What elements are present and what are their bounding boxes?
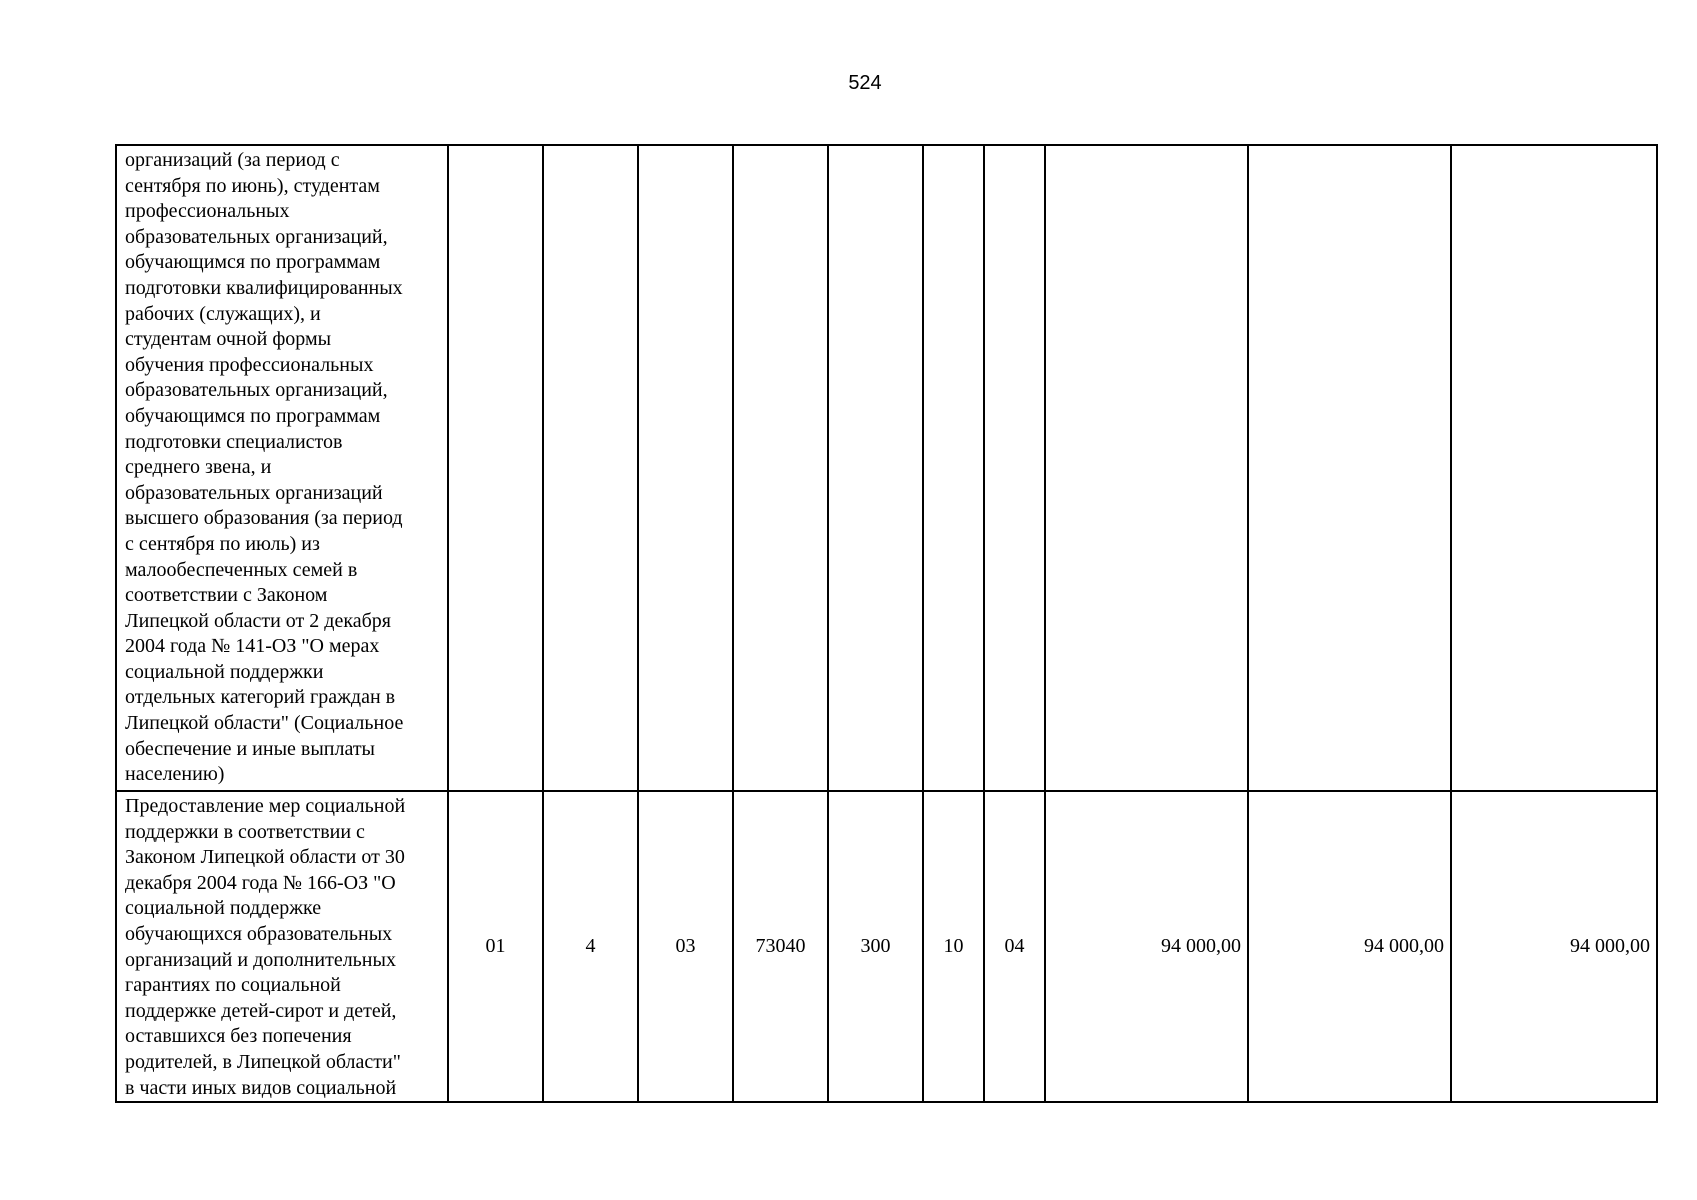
direction-code: 73040 [733, 791, 828, 1102]
table-row [116, 791, 1657, 1102]
amount-year-1 [1045, 145, 1248, 791]
direction-code [733, 145, 828, 791]
expense-type-code [828, 145, 923, 791]
page-number: 524 [848, 72, 882, 94]
amount-year-1: 94 000,00 [1045, 791, 1248, 1102]
amount-year-2: 94 000,00 [1248, 791, 1451, 1102]
amount-year-3: 94 000,00 [1451, 791, 1657, 1102]
amount-year-2 [1248, 145, 1451, 791]
main-activity-code: 03 [638, 791, 733, 1102]
row-description: Предоставление мер социальной поддержки в соответствии с Законом Липецкой области от 30 декабря 2004 года № 166-ОЗ "О социальной поддержке обучающихся образовательных организаций и дополнительных гарантиях по социальной поддержке детей-сирот и детей, оставшихся без попечения родителей, в Липецкой области" в части иных видов социальной [116, 791, 448, 1102]
program-code: 01 [448, 791, 543, 1102]
subprogram-code: 4 [543, 791, 638, 1102]
section-code [923, 145, 984, 791]
program-code [448, 145, 543, 791]
subsection-code [984, 145, 1045, 791]
section-code: 10 [923, 791, 984, 1102]
amount-year-3 [1451, 145, 1657, 791]
subprogram-code [543, 145, 638, 791]
expense-type-code: 300 [828, 791, 923, 1102]
row-description: организаций (за период с сентября по июнь), студентам профессиональных образовательных организаций, обучающимся по программам подготовки квалифицированных рабочих (служащих), и студентам очной формы обучения профессиональных образовательных организаций, обучающимся по программам подготовки специалистов среднего звена, и образовательных организаций высшего образования (за период с сентября по июль) из малообеспеченных семей в соответствии с Законом Липецкой области от 2 декабря 2004 года № 141-ОЗ "О мерах социальной поддержки отдельных категорий граждан в Липецкой области" (Социальное обеспечение и иные выплаты населению) [116, 145, 448, 791]
main-activity-code [638, 145, 733, 791]
table-row [116, 145, 1657, 791]
budget-table [115, 144, 1658, 1103]
subsection-code: 04 [984, 791, 1045, 1102]
